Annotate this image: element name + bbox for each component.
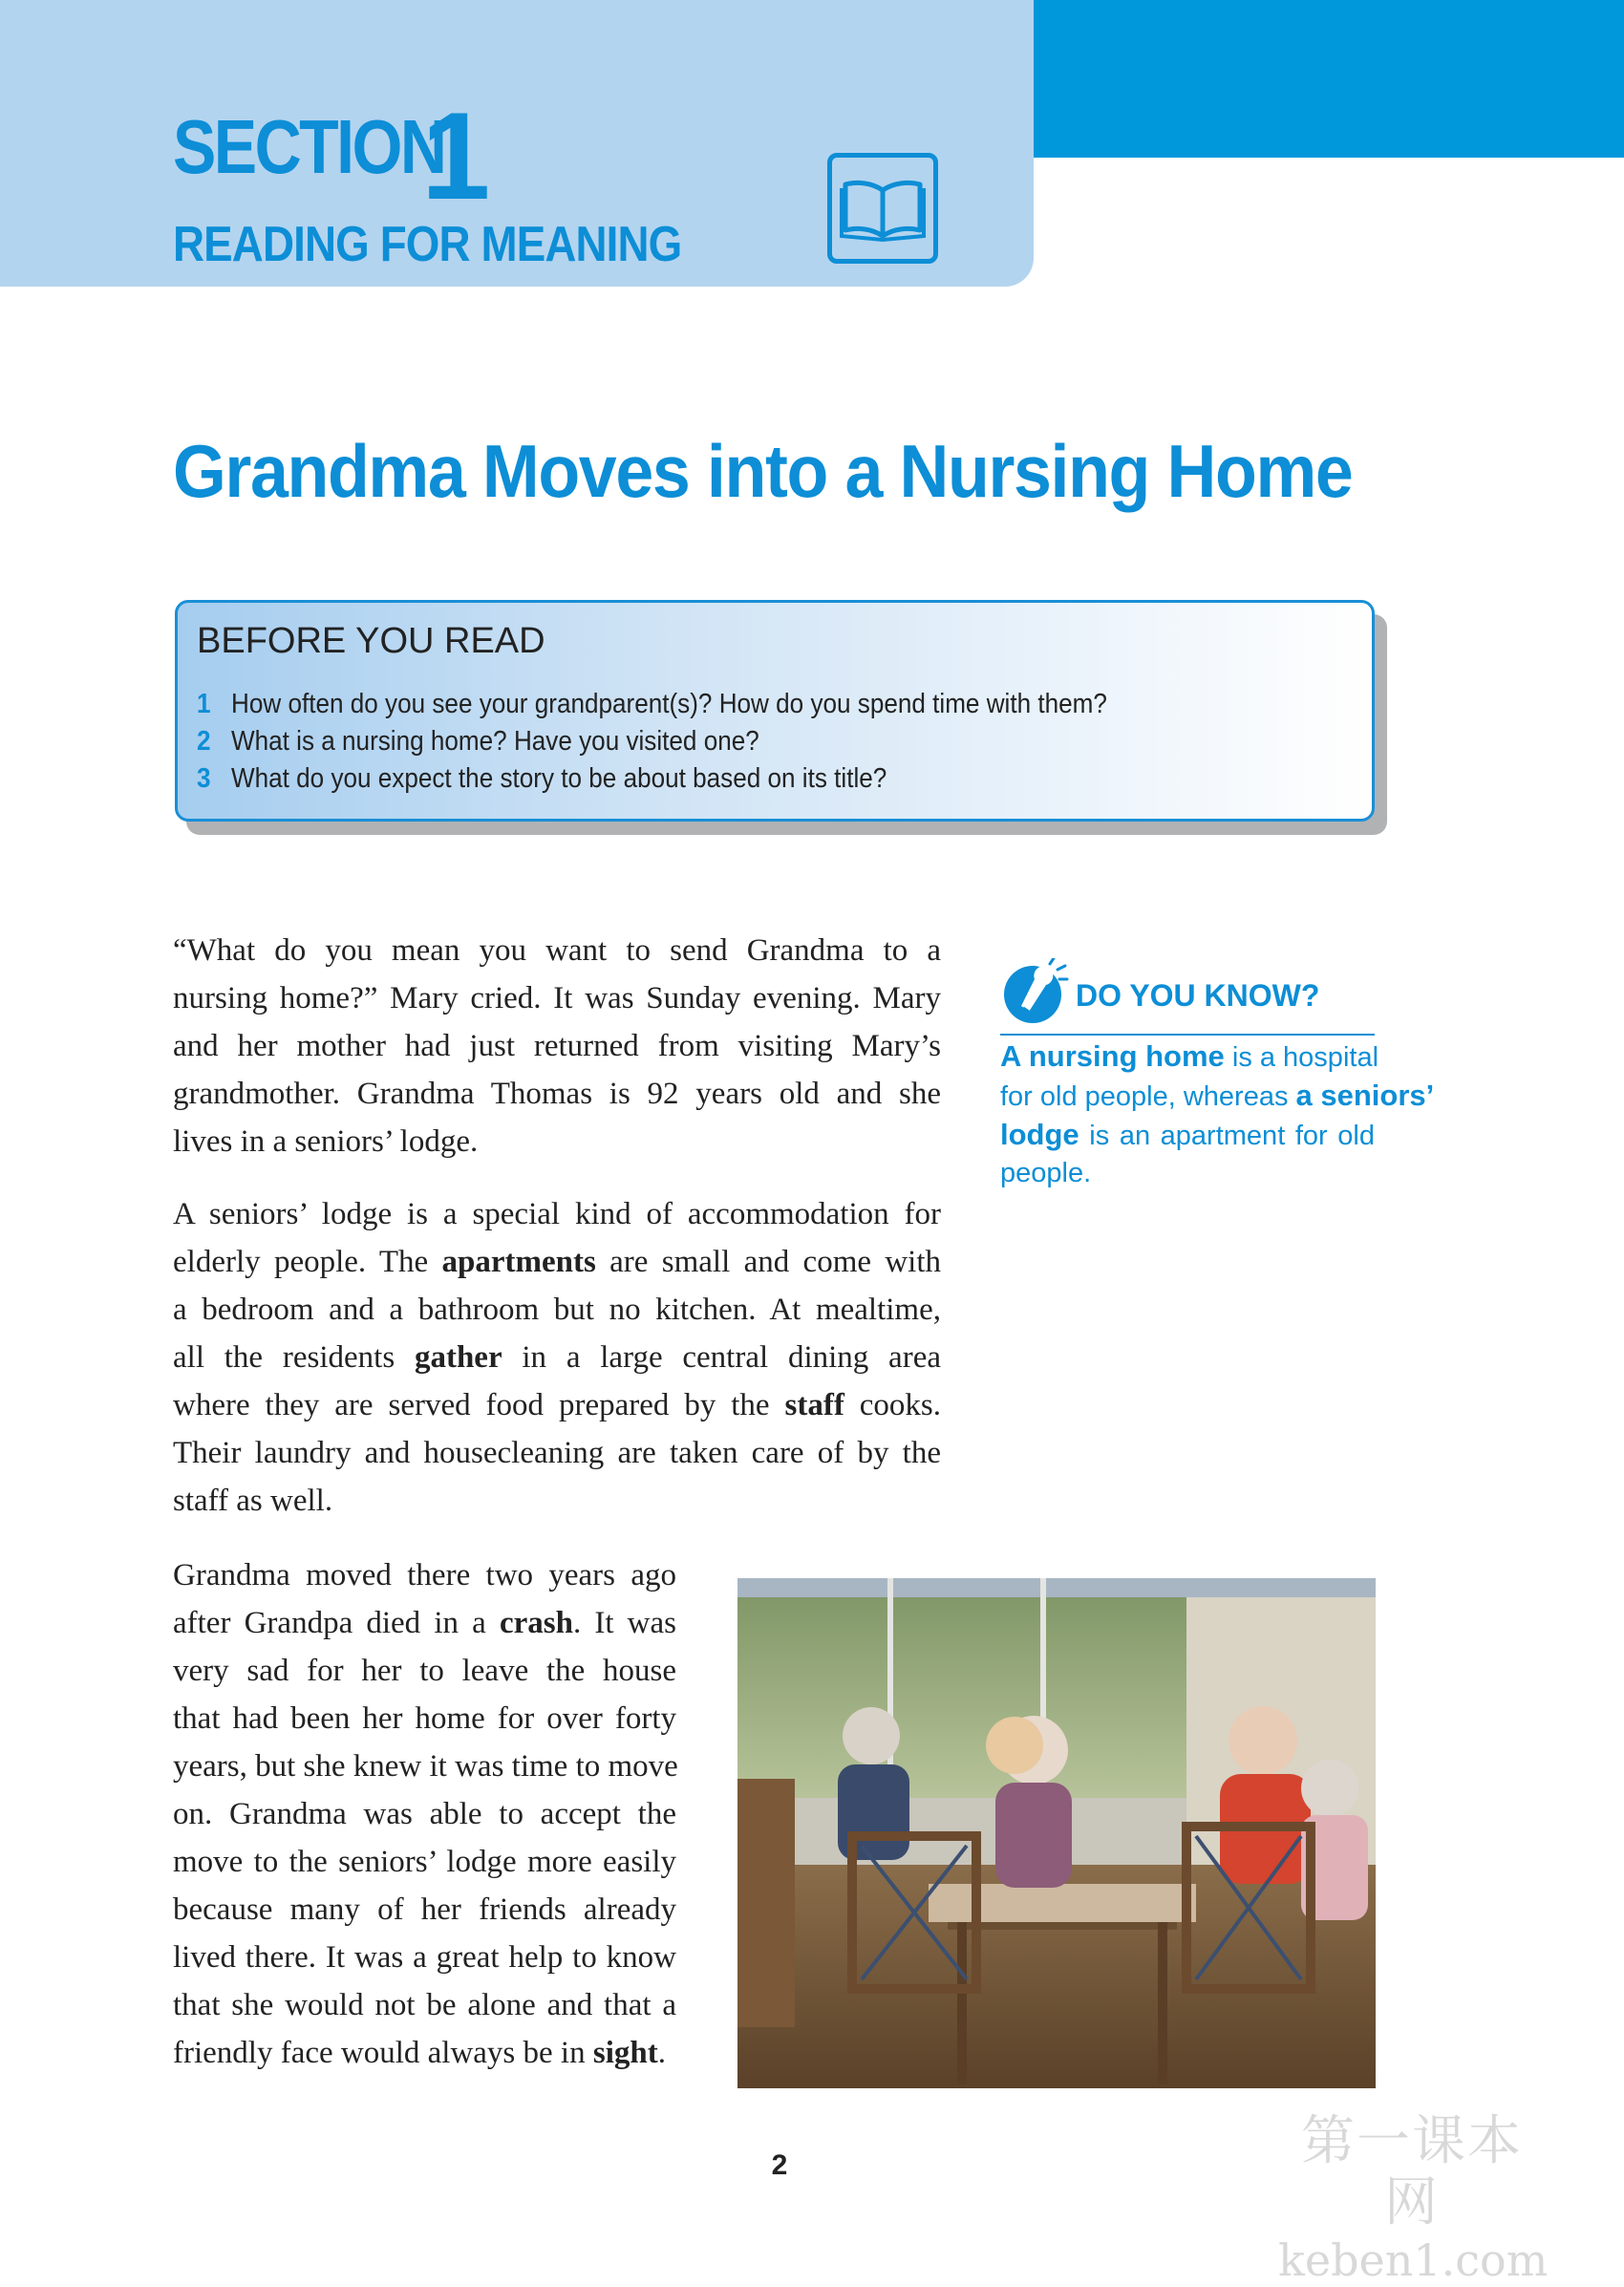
question-text: What is a nursing home? Have you visited one?	[231, 726, 759, 757]
text-line: on. Grandma was able to accept the	[173, 1797, 676, 1831]
text-line: staff as well.	[173, 1484, 333, 1518]
text-line: lives in a seniors’ lodge.	[173, 1124, 479, 1159]
header-banner-dark	[1034, 0, 1624, 158]
paragraph-3	[173, 1551, 676, 2077]
vocab-apartments: apartments	[441, 1245, 596, 1279]
section-label	[173, 86, 493, 225]
text-line: A seniors’ lodge is a special kind of accommodation for	[173, 1197, 941, 1231]
text-line: for old people, whereas a seniors’	[1000, 1079, 1435, 1112]
text-line: that had been her home for over forty	[173, 1701, 676, 1736]
section-number: 1	[421, 86, 491, 225]
text-line: elderly people. The apartments are small and come with	[173, 1245, 941, 1279]
text-line: move to the seniors’ lodge more easily	[173, 1845, 676, 1879]
dining-room-photo	[737, 1578, 1376, 2088]
text-line: Grandma moved there two years ago	[173, 1558, 676, 1592]
text-line: people.	[1000, 1158, 1092, 1188]
watermark-cn: 第一课本网	[1301, 2110, 1523, 2234]
text-line: and her mother had just returned from visiting Mary’s	[173, 1029, 941, 1063]
text-line: nursing home?” Mary cried. It was Sunday evening. Mary	[173, 981, 941, 1015]
text-line: a bedroom and a bathroom but no kitchen. At mealtime,	[173, 1293, 941, 1327]
text-line: lived there. It was a great help to know	[173, 1940, 676, 1975]
vocab-gather: gather	[414, 1340, 502, 1375]
text-line: that she would not be alone and that a	[173, 1988, 676, 2022]
paragraph-1	[173, 927, 941, 1165]
vocab-crash: crash	[499, 1606, 573, 1640]
text-line: lodge is an apartment for old	[1000, 1118, 1375, 1151]
page-number: 2	[771, 2149, 788, 2181]
before-you-read-questions	[197, 686, 1208, 798]
section-word: SECTION	[173, 104, 445, 189]
watermark-en: keben1.com	[1278, 2234, 1549, 2286]
question-number: 1	[197, 689, 211, 719]
question-number: 2	[197, 726, 211, 757]
text-line: all the residents gather in a large central dining area	[173, 1340, 941, 1375]
text-line: after Grandpa died in a crash. It was	[173, 1606, 677, 1640]
vocab-sight: sight	[592, 2036, 658, 2070]
text-line: friendly face would always be in sight.	[173, 2036, 666, 2070]
text-line: years, but she knew it was time to move	[173, 1749, 678, 1784]
question-item	[197, 686, 1107, 723]
before-you-read-heading: BEFORE YOU READ	[197, 621, 545, 661]
text-line: because many of her friends already	[173, 1892, 676, 1927]
section-subtitle: READING FOR MEANING	[173, 217, 682, 272]
question-text: How often do you see your grandparent(s)? How do you spend time with them?	[231, 689, 1107, 719]
do-you-know-heading: DO YOU KNOW?	[1076, 978, 1320, 1013]
text-line: “What do you mean you want to send Grandma to a	[173, 933, 941, 968]
text-line: very sad for her to leave the house	[173, 1654, 676, 1688]
vocab-staff: staff	[784, 1388, 844, 1422]
page-title: Grandma Moves into a Nursing Home	[173, 429, 1353, 513]
text-line: A nursing home is a hospital	[1000, 1039, 1379, 1073]
do-you-know-body	[1000, 1037, 1435, 1192]
text-line: Their laundry and housecleaning are taken care of by the	[173, 1436, 941, 1470]
question-number: 3	[197, 763, 211, 794]
watermark	[1278, 2110, 1549, 2287]
question-text: What do you expect the story to be about based on its title?	[231, 763, 887, 794]
text-line: where they are served food prepared by the staff cooks.	[173, 1388, 941, 1422]
text-line: grandmother. Grandma Thomas is 92 years old and she	[173, 1077, 941, 1111]
lightbulb-icon	[1000, 958, 1069, 1027]
question-item	[197, 723, 1107, 760]
open-book-icon	[827, 153, 938, 264]
question-item	[197, 760, 1107, 798]
paragraph-2	[173, 1190, 941, 1525]
sidebar-divider	[1000, 1034, 1375, 1036]
